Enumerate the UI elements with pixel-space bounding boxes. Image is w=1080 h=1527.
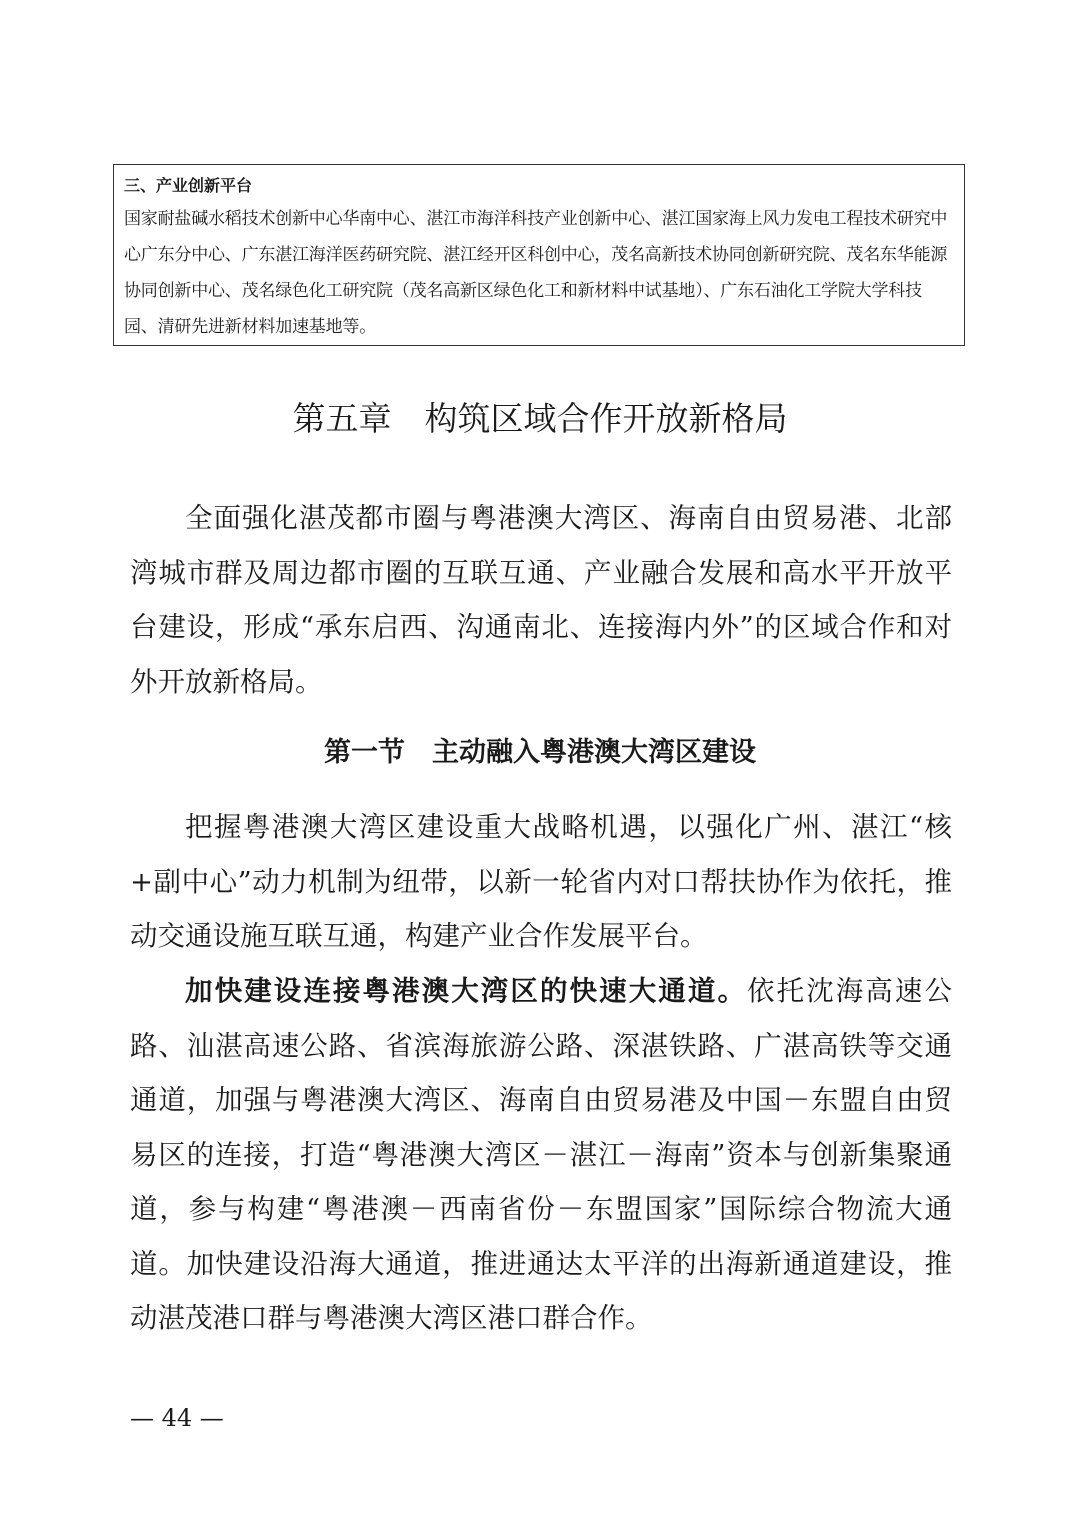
info-box xyxy=(113,164,965,346)
box-body: 国家耐盐碱水稻技术创新中心华南中心、湛江市海洋科技产业创新中心、湛江国家海上风力发电工程技术研究中心广东分中心、广东湛江海洋医药研究院、湛江经开区科创中心，茂名高新技术协同创新研究院、茂名东华能源协同创新中心、茂名绿色化工研究院（茂名高新区绿色化工和新材料中试基地）、广东石油化工学院大学科技园、清研先进新材料加速基地等。 xyxy=(124,209,948,337)
chapter-title: 第五章 构筑区域合作开放新格局 xyxy=(292,399,788,438)
paragraph-body: 依托沈海高速公路、汕湛高速公路、省滨海旅游公路、深湛铁路、广湛高铁等交通通道，加强与粤港澳大湾区、海南自由贸易港及中国－东盟自由贸易区的连接，打造“粤港澳大湾区－湛江－海南”资本与创新集聚通道，参与构建“粤港澳－西南省份－东盟国家”国际综合物流大通道。加快建设沿海大通道，推进通达太平洋的出海新通道建设，推动湛茂港口群与粤港澳大湾区港口群合作。 xyxy=(130,975,953,1334)
page-number: — 44 — xyxy=(130,1404,224,1432)
section-intro-paragraph: 把握粤港澳大湾区建设重大战略机遇，以强化广州、湛江“核+副中心”动力机制为纽带，以新一轮省内对口帮扶协作为依托，推动交通设施互联互通，构建产业合作发展平台。 xyxy=(130,811,952,952)
paragraph-lead: 加快建设连接粤港澳大湾区的快速大通道。 xyxy=(185,975,748,1007)
section-title: 第一节 主动融入粤港澳大湾区建设 xyxy=(324,737,756,768)
section-paragraph xyxy=(130,964,952,1346)
chapter-intro-paragraph: 全面强化湛茂都市圈与粤港澳大湾区、海南自由贸易港、北部湾城市群及周边都市圈的互联互通、产业融合发展和高水平开放平台建设，形成“承东启西、沟通南北、连接海内外”的区域合作和对外开放新格局。 xyxy=(130,502,952,698)
box-title: 三、产业创新平台 xyxy=(124,176,253,195)
